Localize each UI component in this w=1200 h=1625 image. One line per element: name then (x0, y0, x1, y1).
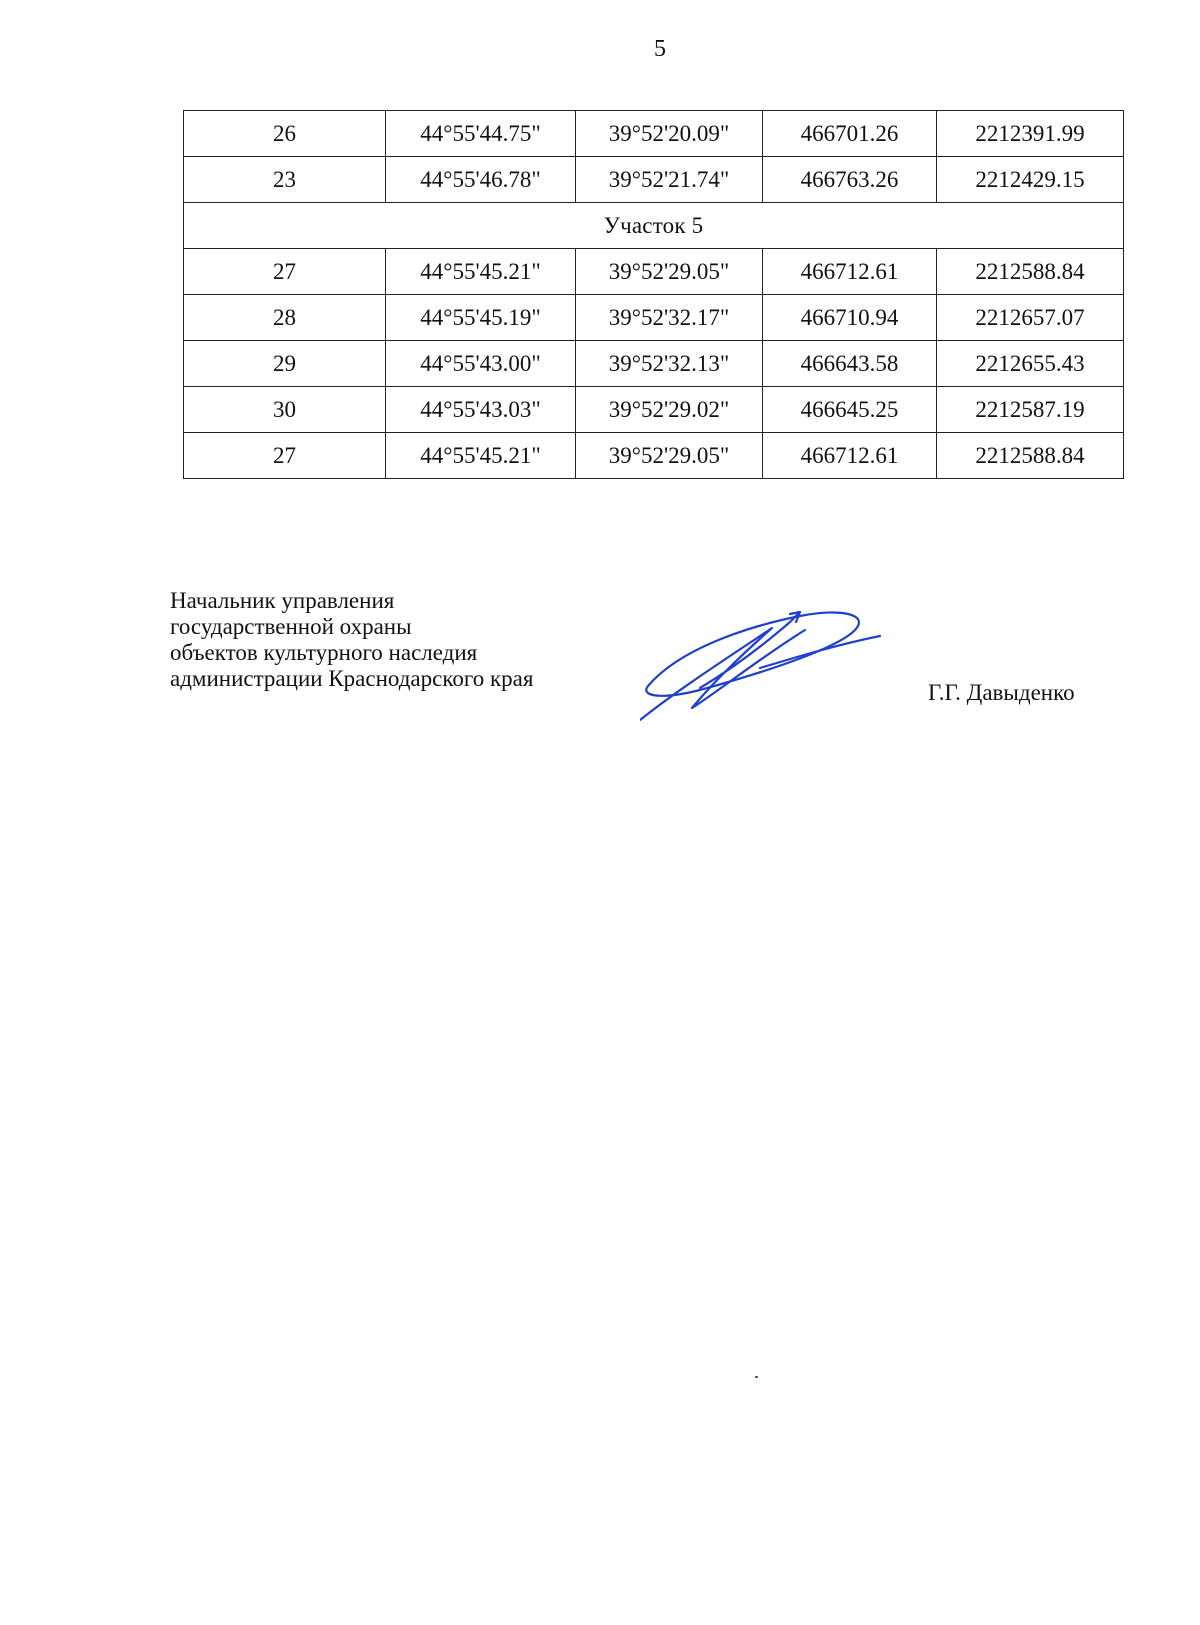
point-number-cell: 27 (184, 433, 386, 479)
table-row (184, 111, 1124, 157)
x-coordinate-cell: 466643.58 (763, 341, 937, 387)
longitude-cell: 39°52'21.74" (576, 157, 763, 203)
coordinates-table (183, 110, 1124, 479)
latitude-cell: 44°55'46.78" (386, 157, 576, 203)
signatory-title-line: государственной охраны (170, 614, 412, 639)
y-coordinate-cell: 2212391.99 (937, 111, 1124, 157)
signature-stroke (646, 612, 859, 695)
x-coordinate-cell: 466701.26 (763, 111, 937, 157)
handwritten-signature (640, 608, 885, 728)
point-number-cell: 23 (184, 157, 386, 203)
section-label: Участок 5 (184, 203, 1124, 249)
x-coordinate-cell: 466712.61 (763, 433, 937, 479)
signature-stroke (760, 636, 880, 668)
y-coordinate-cell: 2212429.15 (937, 157, 1124, 203)
longitude-cell: 39°52'29.02" (576, 387, 763, 433)
latitude-cell: 44°55'44.75" (386, 111, 576, 157)
point-number-cell: 30 (184, 387, 386, 433)
longitude-cell: 39°52'32.17" (576, 295, 763, 341)
page-number: 5 (654, 36, 666, 62)
table-row (184, 387, 1124, 433)
latitude-cell: 44°55'45.21" (386, 249, 576, 295)
y-coordinate-cell: 2212587.19 (937, 387, 1124, 433)
scan-speck (755, 1376, 758, 1378)
signatory-title-line: администрации Краснодарского края (170, 666, 534, 691)
x-coordinate-cell: 466712.61 (763, 249, 937, 295)
signatory-title-line: Начальник управления (170, 588, 395, 613)
latitude-cell: 44°55'45.21" (386, 433, 576, 479)
point-number-cell: 26 (184, 111, 386, 157)
x-coordinate-cell: 466645.25 (763, 387, 937, 433)
table-row (184, 433, 1124, 479)
point-number-cell: 28 (184, 295, 386, 341)
section-row (184, 203, 1124, 249)
y-coordinate-cell: 2212588.84 (937, 249, 1124, 295)
x-coordinate-cell: 466763.26 (763, 157, 937, 203)
longitude-cell: 39°52'32.13" (576, 341, 763, 387)
latitude-cell: 44°55'43.00" (386, 341, 576, 387)
coordinates-table-body (184, 111, 1124, 479)
point-number-cell: 27 (184, 249, 386, 295)
y-coordinate-cell: 2212655.43 (937, 341, 1124, 387)
longitude-cell: 39°52'20.09" (576, 111, 763, 157)
longitude-cell: 39°52'29.05" (576, 249, 763, 295)
point-number-cell: 29 (184, 341, 386, 387)
table-row (184, 295, 1124, 341)
y-coordinate-cell: 2212657.07 (937, 295, 1124, 341)
latitude-cell: 44°55'43.03" (386, 387, 576, 433)
y-coordinate-cell: 2212588.84 (937, 433, 1124, 479)
latitude-cell: 44°55'45.19" (386, 295, 576, 341)
signatory-title (170, 588, 533, 692)
table-row (184, 341, 1124, 387)
table-row (184, 157, 1124, 203)
x-coordinate-cell: 466710.94 (763, 295, 937, 341)
signatory-title-line: объектов культурного наследия (170, 640, 478, 665)
signatory-name: Г.Г. Давыденко (928, 680, 1075, 705)
table-row (184, 249, 1124, 295)
longitude-cell: 39°52'29.05" (576, 433, 763, 479)
